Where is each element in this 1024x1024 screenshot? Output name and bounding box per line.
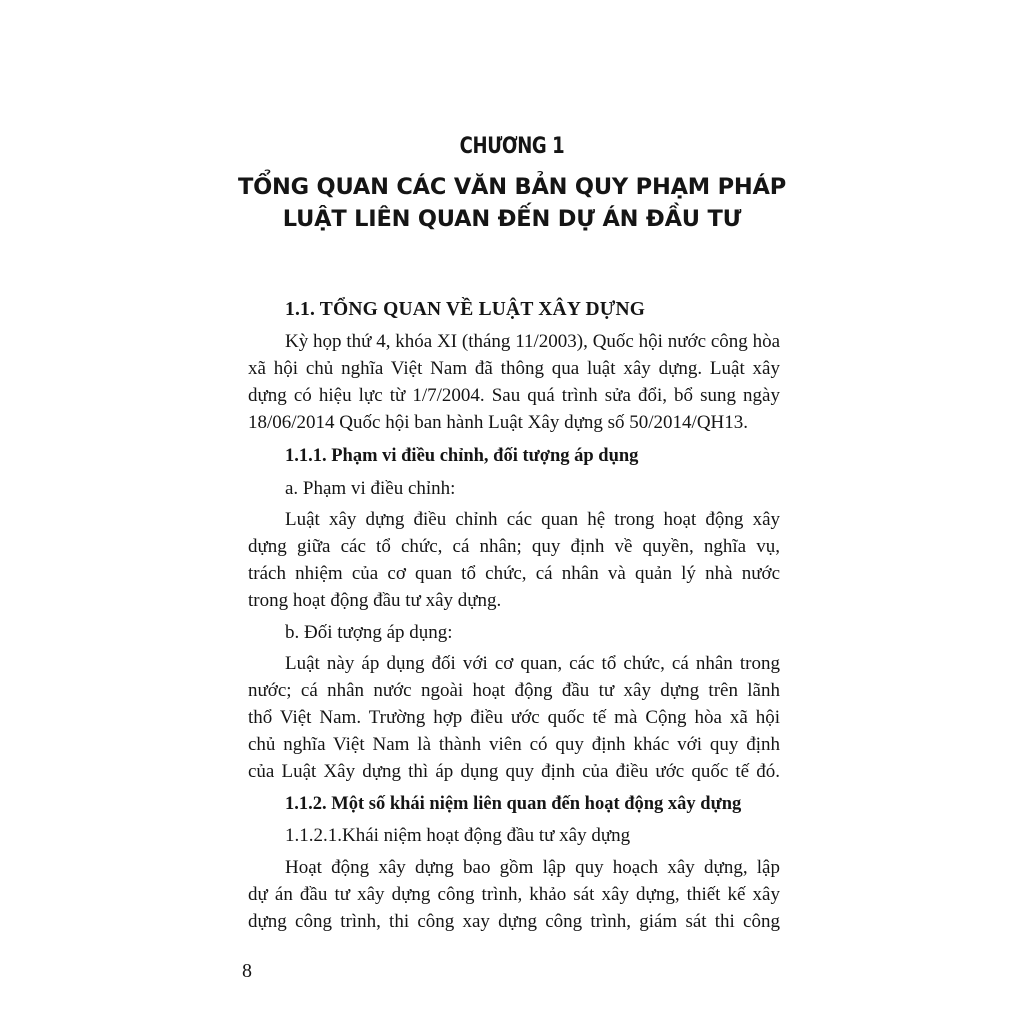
p1-l3: dựng có hiệu lực từ 1/7/2004. Sau quá trình sửa đổi, bổ sung ngày (248, 385, 780, 406)
p2-l4: trong hoạt động đầu tư xây dựng. (248, 590, 502, 611)
p3-l1: Luật này áp dụng đối với cơ quan, các tổ chức, cá nhân trong (285, 653, 780, 674)
sec-1-1-heading: 1.1. TỔNG QUAN VỀ LUẬT XÂY DỰNG (285, 299, 646, 320)
p1-l2: xã hội chủ nghĩa Việt Nam đã thông qua luật xây dựng. Luật xây (248, 358, 780, 379)
p3-l4: chủ nghĩa Việt Nam là thành viên có quy định khác với quy định (248, 734, 780, 755)
chapter-label: CHƯƠNG 1 (459, 134, 565, 159)
sec-1-1-2-heading: 1.1.2. Một số khái niệm liên quan đến hoạt động xây dựng (285, 794, 742, 814)
sec-1-1-2-1-heading: 1.1.2.1.Khái niệm hoạt động đầu tư xây dựng (285, 825, 631, 846)
p4-l3: dựng công trình, thi công xay dựng công trình, giám sát thi công (248, 911, 780, 932)
p1-l4: 18/06/2014 Quốc hội ban hành Luật Xây dựng số 50/2014/QH13. (248, 412, 749, 433)
p3-l3: thổ Việt Nam. Trường hợp điều ước quốc tế mà Cộng hòa xã hội (248, 707, 780, 728)
p1-l1: Kỳ họp thứ 4, khóa XI (tháng 11/2003), Quốc hội nước công hòa (285, 331, 780, 352)
p2-l2: dựng giữa các tổ chức, cá nhân; quy định về quyền, nghĩa vụ, (248, 536, 780, 557)
page-number: 8 (242, 960, 252, 982)
p2-l1: Luật xây dựng điều chỉnh các quan hệ trong hoạt động xây (285, 509, 780, 530)
p4-l2: dự án đầu tư xây dựng công trình, khảo sát xây dựng, thiết kế xây (248, 884, 780, 905)
p4-l1: Hoạt động xây dựng bao gồm lập quy hoạch xây dựng, lập (285, 857, 780, 878)
chapter-title-line-2: LUẬT LIÊN QUAN ĐẾN DỰ ÁN ĐẦU TƯ (282, 206, 742, 232)
sec-1-1-1-heading: 1.1.1. Phạm vi điều chỉnh, đối tượng áp dụng (285, 446, 639, 466)
item-a: a. Phạm vi điều chỉnh: (285, 478, 456, 499)
chapter-title-line-1: TỔNG QUAN CÁC VĂN BẢN QUY PHẠM PHÁP (237, 174, 787, 200)
item-b: b. Đối tượng áp dụng: (285, 622, 453, 643)
p2-l3: trách nhiệm của cơ quan tổ chức, cá nhân và quản lý nhà nước (248, 563, 780, 584)
p3-l5: của Luật Xây dựng thì áp dụng quy định của điều ước quốc tế đó. (248, 761, 780, 782)
p3-l2: nước; cá nhân nước ngoài hoạt động đầu tư xây dựng trên lãnh (248, 680, 780, 701)
